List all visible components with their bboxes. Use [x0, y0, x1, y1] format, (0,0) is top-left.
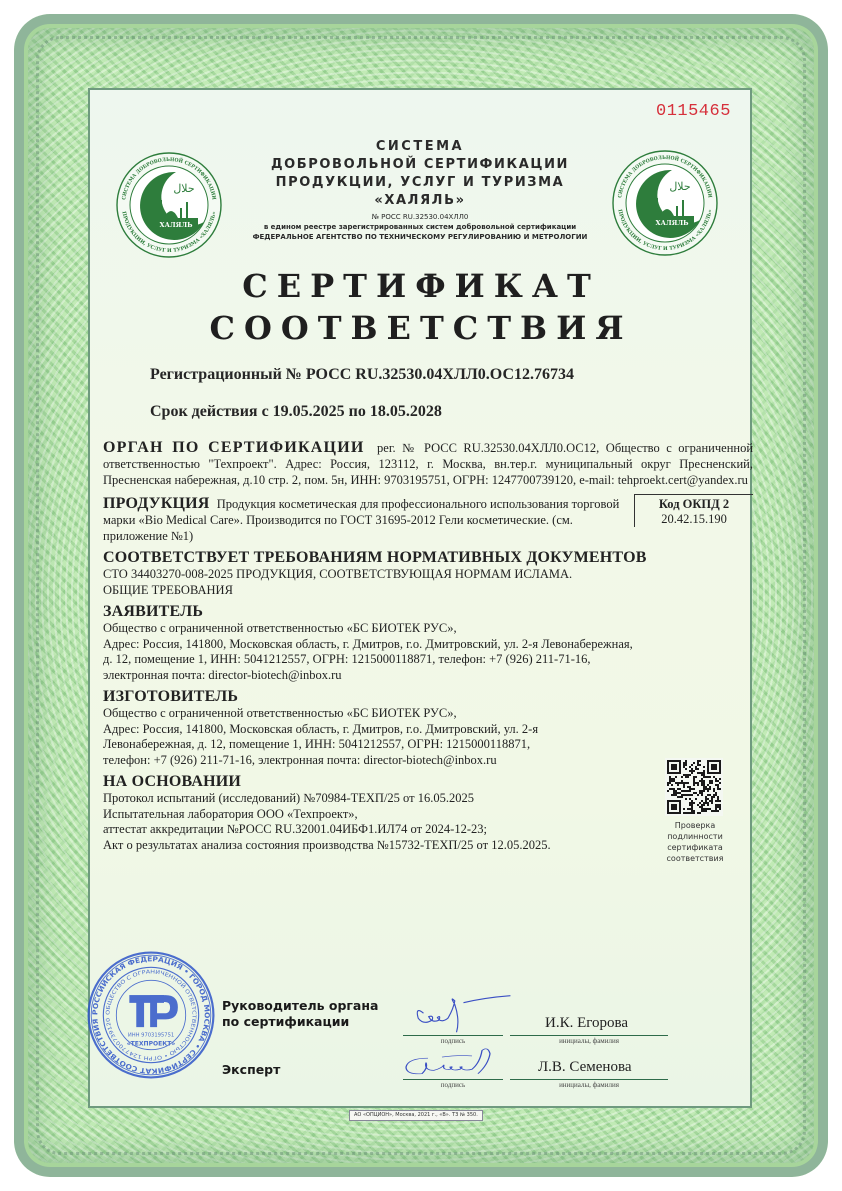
- applicant-line: электронная почта: director-biotech@inbox.ru: [103, 667, 342, 682]
- stamp-outer-text: РОССИЙСКАЯ ФЕДЕРАЦИЯ • ГОРОД МОСКВА • СЕРТИФИКАТ СООТВЕТСТВИЯ: [91, 955, 211, 1075]
- emblem-arc-top-text: СИСТЕМА ДОБРОВОЛЬНОЙ СЕРТИФИКАЦИИ: [617, 154, 713, 199]
- certification-body-text: рег. № РОСС RU.32530.04ХЛЛ0.ОС12, Общество с ограниченной ответственностью "Техпроект". Адрес: Россия, 123112, г. Москва, вн.тер.г. муниципальный округ Пресненский, Пресненская набережная, д.10 стр. 2, пом. 5н, ИНН: 9703195751, ОГРН: 1247700739120, e-mail: tehproekt.cert@yandex.ru: [103, 441, 754, 487]
- halal-emblem-right-icon: [612, 150, 718, 256]
- okpd-code: 20.42.15.190: [661, 512, 727, 526]
- system-line-3: ПРОДУКЦИИ, УСЛУГ И ТУРИЗМА: [275, 175, 565, 190]
- emblem-arc-bottom-text: ПРОДУКЦИИ, УСЛУГ И ТУРИЗМА «ХАЛЯЛЬ»: [616, 208, 714, 253]
- applicant-line: Адрес: Россия, 141800, Московская область, г. Дмитров, г.о. Дмитровский, ул. 2-я Левонабережная,: [103, 636, 633, 651]
- okpd-code-box: [634, 494, 753, 527]
- expert-signature-caption: подпись: [440, 1081, 466, 1089]
- manufacturer-line: Общество с ограниченной ответственностью «БС БИОТЕК РУС»,: [103, 706, 457, 720]
- qr-caption-line: Проверка: [674, 821, 716, 830]
- qr-caption-line: сертификата: [667, 843, 723, 852]
- applicant-line: Общество с ограниченной ответственностью «БС БИОТЕК РУС»,: [103, 621, 457, 635]
- qr-caption: [652, 820, 738, 864]
- head-name: И.К. Егорова: [545, 1015, 629, 1031]
- applicant-line: д. 12, помещение 1, ИНН: 5041212557, ОГРН: 1215000118871, телефон: +7 (926) 211-71-16,: [103, 652, 591, 666]
- head-label-line-2: по сертификации: [222, 1014, 350, 1029]
- validity-period: Срок действия с 19.05.2025 по 18.05.2028: [150, 403, 442, 420]
- printer-imprint: АО «ОПЦИОН», Москва, 2021 г., «В». ТЗ № 350.: [349, 1110, 483, 1121]
- system-registry-note: в едином реестре зарегистрированных систем добровольной сертификации: [263, 223, 577, 231]
- product-text: Продукция косметическая для профессионального использования торговой марки «Bio Medical Care». Производится по ГОСТ 31695-2012 Гели косметические. (см. приложение №1): [103, 497, 620, 543]
- conformity-line: СТО 34403270-008-2025 ПРОДУКЦИЯ, СООТВЕТСТВУЮЩАЯ НОРМАМ ИСЛАМА.: [103, 567, 573, 581]
- certificate-title-line-2: СООТВЕТСТВИЯ: [209, 309, 633, 347]
- manufacturer-section: [103, 687, 643, 768]
- system-agency: ФЕДЕРАЛЬНОЕ АГЕНТСТВО ПО ТЕХНИЧЕСКОМУ РЕГУЛИРОВАНИЮ И МЕТРОЛОГИИ: [252, 233, 588, 241]
- basis-heading: НА ОСНОВАНИИ: [103, 773, 242, 790]
- system-line-1: СИСТЕМА: [375, 139, 465, 154]
- applicant-heading: ЗАЯВИТЕЛЬ: [103, 603, 204, 620]
- manufacturer-line: Адрес: Россия, 141800, Московская область, г. Дмитров, г.о. Дмитровский, ул. 2-я: [103, 721, 539, 736]
- applicant-section: [103, 602, 753, 683]
- certification-body-heading: ОРГАН ПО СЕРТИФИКАЦИИ: [103, 439, 365, 456]
- certification-body-section: [103, 438, 753, 488]
- conformity-section: [103, 548, 753, 598]
- basis-line: аттестат аккредитации №РОСС RU.32001.04ИБФ1.ИЛ74 от 2024-12-23;: [103, 822, 487, 836]
- head-signature-caption: подпись: [440, 1037, 466, 1045]
- product-heading: ПРОДУКЦИЯ: [103, 495, 210, 512]
- expert-signature: [398, 1046, 508, 1077]
- head-signature-line: [403, 1035, 503, 1036]
- verification-qr-code[interactable]: [665, 758, 723, 816]
- stamp-name-text: «ТЕХПРОЕКТ»: [126, 1040, 176, 1048]
- manufacturer-line: Левонабережная, д. 12, помещение 1, ИНН: 5041212557, ОГРН: 1215000118871,: [103, 737, 531, 751]
- manufacturer-heading: ИЗГОТОВИТЕЛЬ: [103, 688, 239, 705]
- basis-line: Акт о результатах анализа состояния производства №15732-ТЕХП/25 от 12.05.2025.: [103, 837, 551, 852]
- qr-caption-line: подлинности: [667, 832, 723, 841]
- product-section: [103, 494, 753, 544]
- expert-label: Эксперт: [222, 1062, 281, 1077]
- stamp-tp-logo-icon: [129, 995, 178, 1027]
- basis-line: Протокол испытаний (исследований) №70984-ТЕХП/25 от 16.05.2025: [103, 791, 474, 805]
- okpd-label: Код ОКПД 2: [658, 497, 730, 511]
- basis-section: [103, 772, 643, 853]
- emblem-arc-top-text: СИСТЕМА ДОБРОВОЛЬНОЙ СЕРТИФИКАЦИИ: [121, 156, 217, 201]
- certificate-title-line-1: СЕРТИФИКАТ: [242, 267, 600, 305]
- emblem-arabic-text: حلال: [669, 181, 691, 193]
- emblem-center-text: ХАЛЯЛЬ: [655, 219, 689, 227]
- head-name-caption: инициалы, фамилия: [559, 1037, 619, 1045]
- head-label-line-1: Руководитель органа: [222, 998, 379, 1013]
- certificate-body: [103, 438, 753, 853]
- expert-signature-line: [403, 1079, 503, 1080]
- system-line-2: ДОБРОВОЛЬНОЙ СЕРТИФИКАЦИИ: [270, 157, 570, 172]
- certification-system-header: [228, 138, 612, 242]
- manufacturer-line: телефон: +7 (926) 211-71-16, электронная почта: director-biotech@inbox.ru: [103, 752, 497, 767]
- stamp-inner-text: ОБЩЕСТВО С ОГРАНИЧЕННОЙ ОТВЕТСТВЕННОСТЬЮ • ОГРН 1247700739120: [105, 969, 197, 1061]
- expert-name-line: [510, 1079, 668, 1080]
- stamp-inn-text: ИНН 9703195751: [127, 1032, 175, 1039]
- system-registry-number: № РОСС RU.32530.04ХЛЛ0: [371, 213, 469, 221]
- emblem-center-text: ХАЛЯЛЬ: [159, 221, 193, 229]
- organization-seal-stamp: [86, 950, 216, 1080]
- serial-number: 0115465: [656, 102, 731, 121]
- basis-line: Испытательная лаборатория ООО «Техпроект»,: [103, 806, 358, 821]
- system-line-4: «ХАЛЯЛЬ»: [374, 193, 466, 208]
- head-signature: [400, 994, 520, 1034]
- emblem-arabic-text: حلال: [173, 183, 195, 195]
- emblem-arc-bottom-text: ПРОДУКЦИИ, УСЛУГ И ТУРИЗМА «ХАЛЯЛЬ»: [120, 210, 218, 255]
- head-name-line: [510, 1035, 668, 1036]
- conformity-heading: СООТВЕТСТВУЕТ ТРЕБОВАНИЯМ НОРМАТИВНЫХ ДОКУМЕНТОВ: [103, 549, 647, 566]
- registration-number: Регистрационный № РОСС RU.32530.04ХЛЛ0.ОС12.76734: [150, 366, 574, 383]
- expert-name: Л.В. Семенова: [538, 1059, 632, 1075]
- halal-emblem-left-icon: [116, 152, 222, 258]
- head-of-body-label: [222, 998, 378, 1030]
- expert-name-caption: инициалы, фамилия: [559, 1081, 619, 1089]
- qr-caption-line: соответствия: [666, 854, 724, 863]
- conformity-line: ОБЩИЕ ТРЕБОВАНИЯ: [103, 582, 233, 597]
